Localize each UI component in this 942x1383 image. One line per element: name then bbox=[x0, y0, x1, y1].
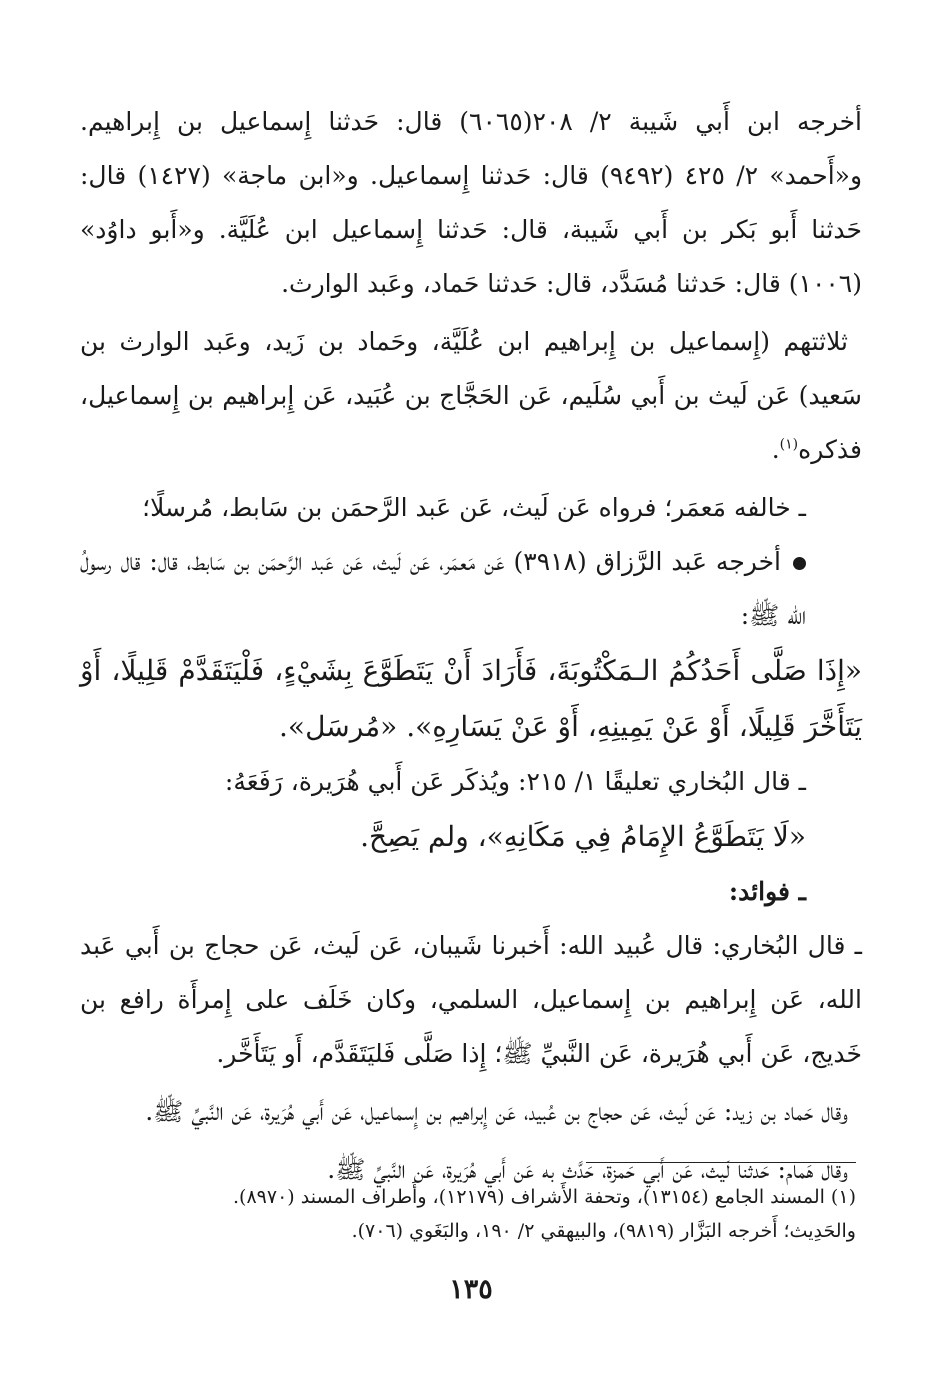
footnote-1: (١) المسند الجامع (١٣١٥٤)، وتحفة الأَشراف (١٢١٧٩)، وأَطراف المسند (٨٩٧٠). bbox=[233, 1186, 856, 1208]
heading-fawaid: ـ فوائد: bbox=[728, 877, 806, 906]
paragraph-khalafahu: ـ خالفه مَعمَر؛ فرواه عَن لَيث، عَن عَبد الرَّحمَن بن سَابط، مُرسلًا؛ bbox=[142, 493, 806, 522]
footnotes bbox=[80, 1180, 856, 1248]
paragraph-hammad: وقال حَماد بن زيد: عَن لَيث، عَن حجاج بن عُبيد، عَن إِبراهيم بن إِسماعيل، عَن أَبي هُرَيرة، عَن النَّبيِّ ﷺ. bbox=[145, 1097, 848, 1126]
paragraph-takhrij: أخرجه ابن أَبي شَيبة ٢/ ٢٠٨(٦٠٦٥) قال: حَدثنا إِسماعيل بن إِبراهيم. و«أَحمد» ٢/ ٤٢٥ (٩٤٩٢) قال: حَدثنا إِسماعيل. و«ابن ماجة» (١٤٢٧) قال: حَدثنا أَبو بَكر بن أَبي شَيبة، قال: حَدثنا إِسماعيل ابن عُلَيَّة. و«أَبو داوُد» (١٠٠٦) قال: حَدثنا مُسَدَّد، قال: حَدثنا حَماد، وعَبد الوارث. bbox=[80, 107, 863, 298]
hadith-text-1: «إِذَا صَلَّى أَحَدُكُمُ الـمَكْتُوبَةَ، فَأَرَادَ أَنْ يَتَطَوَّعَ بِشَيْءٍ، فَلْيَتَقَدَّمْ قَلِيلًا، أَوْ يَتَأَخَّرَ قَلِيلًا، أَوْ عَنْ يَمِينِهِ، أَوْ عَنْ يَسَارِهِ». «مُرسَل». bbox=[80, 654, 862, 743]
footnote-divider bbox=[586, 1162, 856, 1163]
paragraph-bukhari-qal: ـ قال البُخاري: قال عُبيد الله: أَخبرنا شَيبان، عَن لَيث، عَن حجاج بن أَبي عَبد الله، عَن إِبراهيم بن إِسماعيل، السلمي، وكان خَلَف على إِمرأَة رافع بن خَديج، عَن أَبي هُرَيرة، عَن النَّبيِّ ﷺ؛ إِذا صَلَّى فَليَتَقَدَّم، أَو يَتَأَخَّر. bbox=[80, 931, 862, 1068]
paragraph-abdurrazzaq-text: أخرجه عَبد الرَّزاق (٣٩١٨) عَن مَعمَر، عَن لَيث، عَن عَبد الرَّحمَن بن سَابط، قال: قال رسولُ الله ﷺ: bbox=[80, 547, 806, 630]
paragraph-hammam: وقال هَمام: حَدثنا لَيث، عَن أَبي حَمزة، حَدَّث به عَن أَبي هُرَيرة، عَن النَّبيِّ ﷺ. bbox=[327, 1155, 848, 1184]
paragraph-isnad-text: ثلاثتهم (إِسماعيل بن إِبراهيم ابن عُلَيَّة، وحَماد بن زَيد، وعَبد الوارث بن سَعيد) عَن لَيث بن أَبي سُلَيم، عَن الحَجَّاج بن عُبَيد، عَن إِبراهيم بن إِسماعيل، فذكره bbox=[80, 327, 862, 464]
paragraph-bukhari-taliq: ـ قال البُخاري تعليقًا ١/ ٢١٥: ويُذكَر عَن أَبي هُرَيرة، رَفَعَهُ: bbox=[224, 767, 806, 796]
paragraph-isnad bbox=[80, 315, 862, 477]
page-number: ١٣٥ bbox=[449, 1274, 493, 1305]
paragraph-abdurrazzaq bbox=[80, 535, 862, 643]
footnote-2: والحَدِيث؛ أَخرجه البَزَّار (٩٨١٩)، والبيهقي ٢/ ١٩٠، والبَغَوي (٧٠٦). bbox=[351, 1220, 856, 1242]
paragraph-isnad-end: . bbox=[771, 435, 780, 464]
hadith-text-2: «لَا يَتَطَوَّعُ الإِمَامُ فِي مَكَانِهِ»، ولم يَصِحَّ. bbox=[360, 820, 806, 853]
footnote-ref[interactable]: (١) bbox=[779, 436, 799, 453]
bullet-icon bbox=[793, 557, 806, 570]
